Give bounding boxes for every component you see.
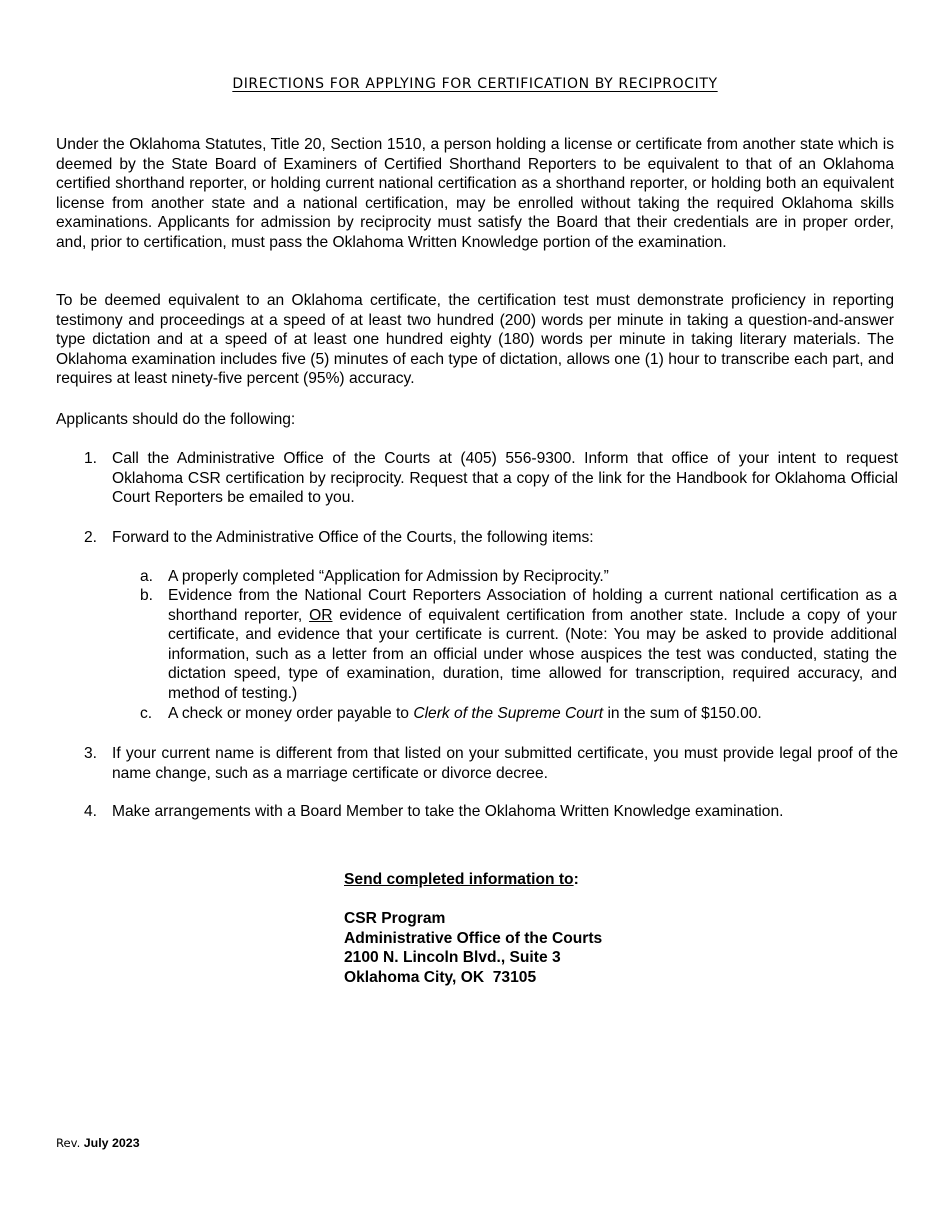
step-3 xyxy=(84,744,898,783)
mailing-address xyxy=(344,909,602,987)
revision-note xyxy=(56,1135,140,1151)
step-number: 1. xyxy=(84,450,98,467)
item-text: A properly completed “Application for Admission by Reciprocity.” xyxy=(168,568,609,585)
item-text-end: in the sum of $150.00. xyxy=(603,705,762,722)
item-text-start: A check or money order payable to xyxy=(168,705,414,722)
address-line-city: Oklahoma City, OK 73105 xyxy=(344,968,537,986)
equivalency-paragraph: To be deemed equivalent to an Oklahoma certificate, the certification test must demonstrate proficiency in reporting testimony and proceedings at a speed of at least two hundred (200) words per minute in taking a question-and-answer type dictation and at a speed of at least one hundred eighty (180) words per minute in taking literary materials. The Oklahoma examination includes five (5) minutes of each type of dictation, allows one (1) hour to transcribe each part, and requires at least ninety-five percent (95%) accuracy. xyxy=(56,292,894,388)
step-2-item-a xyxy=(140,567,897,587)
item-text-start: Evidence from the National Court Reporters Association of holding a current national certification as a shorthand reporter, xyxy=(168,587,897,624)
or-emphasis: OR xyxy=(309,606,333,624)
instructions-lead: Applicants should do the following: xyxy=(56,411,296,428)
step-2-item-b xyxy=(140,586,897,704)
step-text: If your current name is different from that listed on your submitted certificate, you must provide legal proof of the name change, such as a marriage certificate or divorce decree. xyxy=(112,745,898,782)
step-text: Call the Administrative Office of the Courts at (405) 556-9300. Inform that office of your intent to request Oklahoma CSR certification by reciprocity. Request that a copy of the link for the Handbook for Oklahoma Official Court Reporters be emailed to you. xyxy=(112,450,898,507)
item-text xyxy=(168,586,897,704)
step-number: 4. xyxy=(84,803,98,820)
send-to-heading xyxy=(344,870,579,890)
page-title: DIRECTIONS FOR APPLYING FOR CERTIFICATION BY RECIPROCITY xyxy=(232,76,718,92)
item-letter: c. xyxy=(140,705,153,722)
payee-name: Clerk of the Supreme Court xyxy=(413,705,604,722)
step-text: Make arrangements with a Board Member to take the Oklahoma Written Knowledge examination. xyxy=(112,803,784,820)
step-number: 2. xyxy=(84,529,98,546)
send-to-colon: : xyxy=(573,871,579,888)
address-line-street: 2100 N. Lincoln Blvd., Suite 3 xyxy=(344,949,561,967)
intro-paragraph: Under the Oklahoma Statutes, Title 20, Section 1510, a person holding a license or certificate from another state which is deemed by the State Board of Examiners of Certified Shorthand Reporters to be equivalent to that of an Oklahoma certified shorthand reporter, or holding current national certification as a shorthand reporter, or holding both an equivalent license from another state and a national certification, may be enrolled without taking the required Oklahoma skills examinations. Applicants for admission by reciprocity must satisfy the Board that their credentials are in proper order, and, prior to certification, must pass the Oklahoma Written Knowledge portion of the examination. xyxy=(56,136,894,251)
address-line-program: CSR Program xyxy=(344,910,446,927)
item-letter: a. xyxy=(140,568,154,585)
item-letter: b. xyxy=(140,587,154,604)
step-1 xyxy=(84,449,898,508)
send-to-label: Send completed information to xyxy=(344,871,574,888)
item-text xyxy=(168,704,897,724)
revision-label: Rev. xyxy=(56,1136,81,1150)
step-2 xyxy=(84,528,898,548)
step-2-item-c xyxy=(140,704,897,724)
revision-date: July 2023 xyxy=(83,1136,140,1150)
address-line-office: Administrative Office of the Courts xyxy=(344,929,603,947)
step-number: 3. xyxy=(84,745,98,762)
step-4 xyxy=(84,802,898,822)
item-text-end: evidence of equivalent certification from another state. Include a copy of your certificate, and evidence that your certificate is current. (Note: You may be asked to provide additional information, such as a letter from an official under whose auspices the test was conducted, stating the dictation speed, type of examination, duration, time allowed for transcription, required accuracy, and method of testing.) xyxy=(168,606,897,702)
step-text: Forward to the Administrative Office of the Courts, the following items: xyxy=(112,529,594,546)
